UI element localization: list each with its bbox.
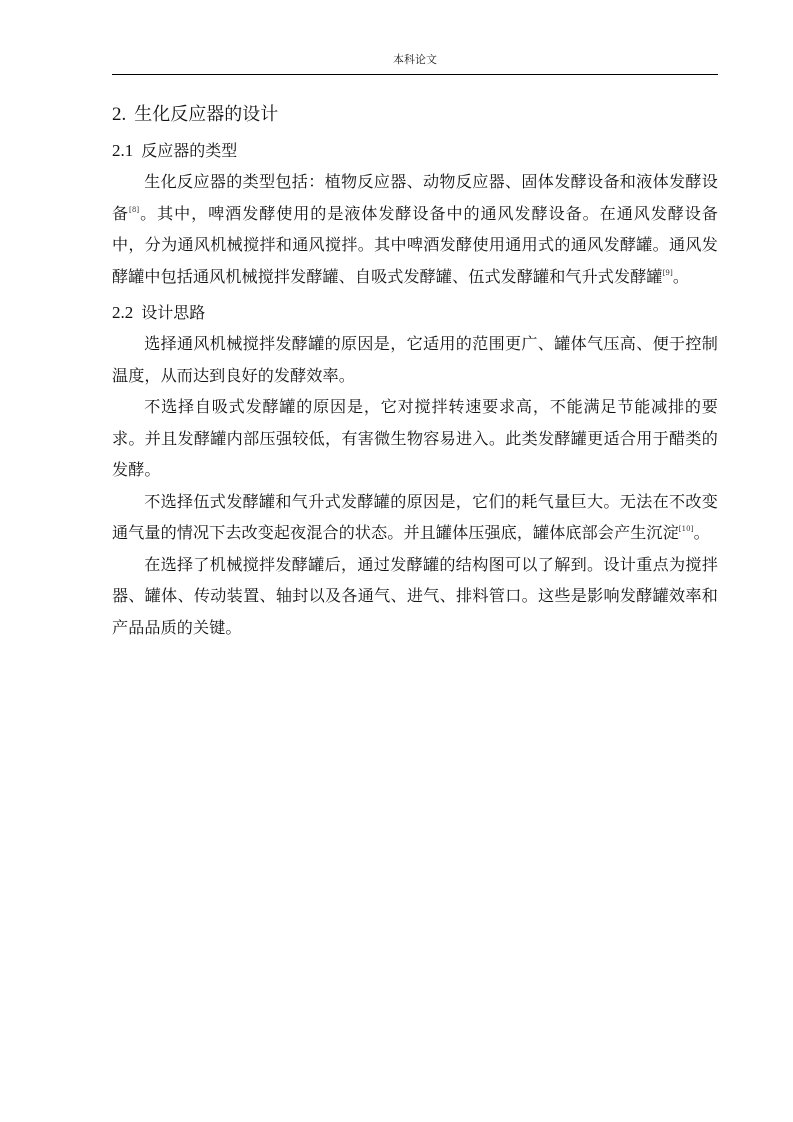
subsection-number: 2.1 xyxy=(112,141,134,160)
page-content xyxy=(112,100,718,643)
paragraph-design-4: 在选择了机械搅拌发酵罐后，通过发酵罐的结构图可以了解到。设计重点为搅拌器、罐体、传动装置、轴封以及各通气、进气、排料管口。这些是影响发酵罐效率和产品品质的关键。 xyxy=(112,554,718,637)
header-title: 本科论文 xyxy=(393,53,437,66)
paragraph-text: 。 xyxy=(672,266,690,286)
section-heading xyxy=(112,100,718,130)
section-title: 生化反应器的设计 xyxy=(134,104,279,125)
paragraph-text: 生化反应器的类型包括：植物反应器、动物反应器、固体发酵设备和液体发酵设备 xyxy=(112,172,718,223)
citation-ref: [8] xyxy=(129,205,140,214)
citation-ref: [9] xyxy=(662,268,673,277)
paragraph-text: 。其中，啤酒发酵使用的是液体发酵设备中的通风发酵设备。在通风发酵设备中，分为通风机械搅拌和通风搅拌。其中啤酒发酵使用通用式的通风发酵罐。通风发酵罐中包括通风机械搅拌发酵罐、自吸式发酵罐、伍式发酵罐和气升式发酵罐 xyxy=(112,203,718,286)
paragraph-text: 不选择伍式发酵罐和气升式发酵罐的原因是，它们的耗气量巨大。无法在不改变通气量的情况下去改变起夜混合的状态。并且罐体压强底，罐体底部会产生沉淀 xyxy=(112,491,718,542)
section-number: 2. xyxy=(112,104,127,125)
subsection-title: 反应器的类型 xyxy=(141,141,238,160)
subsection-heading-types xyxy=(112,136,718,166)
page-header xyxy=(112,52,718,75)
citation-ref: [10] xyxy=(678,525,694,533)
paragraph-reactor-types xyxy=(112,166,718,292)
subsection-number: 2.2 xyxy=(112,303,134,322)
paragraph-design-1: 选择通风机械搅拌发酵罐的原因是，它适用的范围更广、罐体气压高、便于控制温度，从而达到良好的发酵效率。 xyxy=(112,334,718,385)
paragraph-text: 。 xyxy=(693,523,710,542)
subsection-heading-design xyxy=(112,298,718,328)
paragraph-design-2: 不选择自吸式发酵罐的原因是，它对搅拌转速要求高，不能满足节能减排的要求。并且发酵罐内部压强较低，有害微生物容易进入。此类发酵罐更适合用于醋类的发酵。 xyxy=(112,397,718,479)
paragraph-design-3 xyxy=(112,486,718,549)
subsection-title: 设计思路 xyxy=(141,303,206,322)
